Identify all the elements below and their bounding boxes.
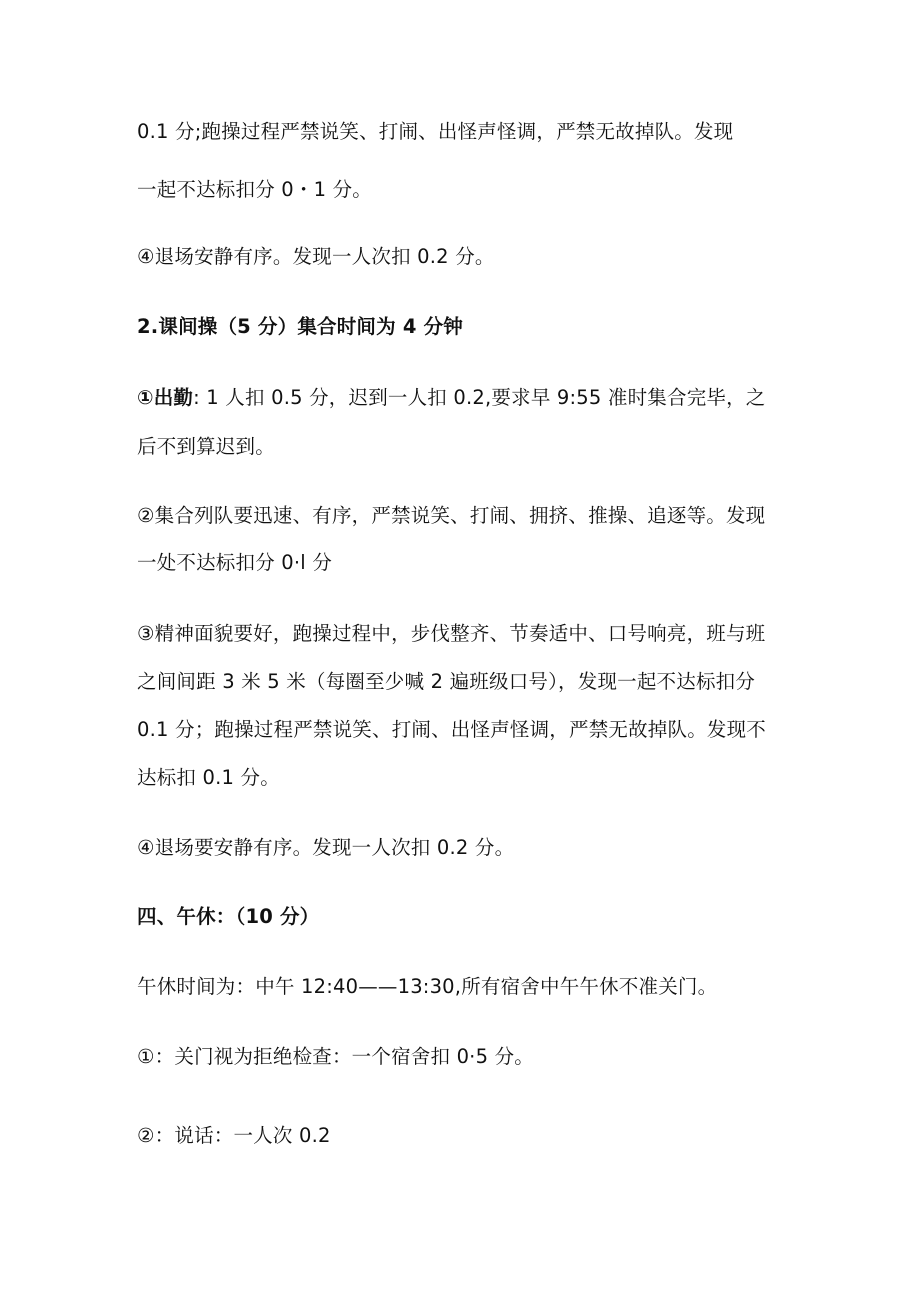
attendance-text: : 1 人扣 0.5 分，迟到一人扣 0.2,要求早 9:55 准时集合完毕，之	[193, 386, 766, 409]
section-heading-break-exercise: 2.课间操（5 分）集合时间为 4 分钟	[137, 315, 463, 338]
item3-line-1: ③精神面貌要好，跑操过程中，步伐整齐、节奏适中、口号响亮，班与班	[137, 622, 766, 645]
paragraph-line-1: 0.1 分;跑操过程严禁说笑、打闹、出怪声怪调，严禁无故掉队。发现	[137, 120, 734, 143]
item2-line-1: ②集合列队要迅速、有序，严禁说笑、打闹、拥挤、推操、追逐等。发现	[137, 504, 766, 527]
item2-line-2: 一处不达标扣分 0·l 分	[137, 551, 333, 574]
noon-time-line: 午休时间为：中午 12:40——13:30,所有宿舍中午午休不准关门。	[137, 975, 718, 998]
paragraph-line-2: 一起不达标扣分 0・1 分。	[137, 178, 373, 201]
section-heading-noon-rest: 四、午休：（10 分）	[137, 905, 320, 928]
item3-line-4: 达标扣 0.1 分。	[137, 766, 280, 789]
item3-line-2: 之间间距 3 米 5 米（每圈至少喊 2 遍班级口号），发现一起不达标扣分	[137, 670, 756, 693]
noon-rule-2: ②：说话：一人次 0.2	[137, 1124, 331, 1147]
item3-line-3: 0.1 分；跑操过程严禁说笑、打闹、出怪声怪调，严禁无故掉队。发现不	[137, 718, 767, 741]
attendance-label: ①出勤	[137, 386, 194, 409]
paragraph-line-3: ④退场安静有序。发现一人次扣 0.2 分。	[137, 245, 495, 268]
noon-rule-1: ①：关门视为拒绝检查：一个宿舍扣 0·5 分。	[137, 1045, 534, 1068]
item4-line: ④退场要安静有序。发现一人次扣 0.2 分。	[137, 836, 515, 859]
attendance-line-1	[137, 384, 766, 412]
attendance-line-2: 后不到算迟到。	[137, 435, 275, 458]
